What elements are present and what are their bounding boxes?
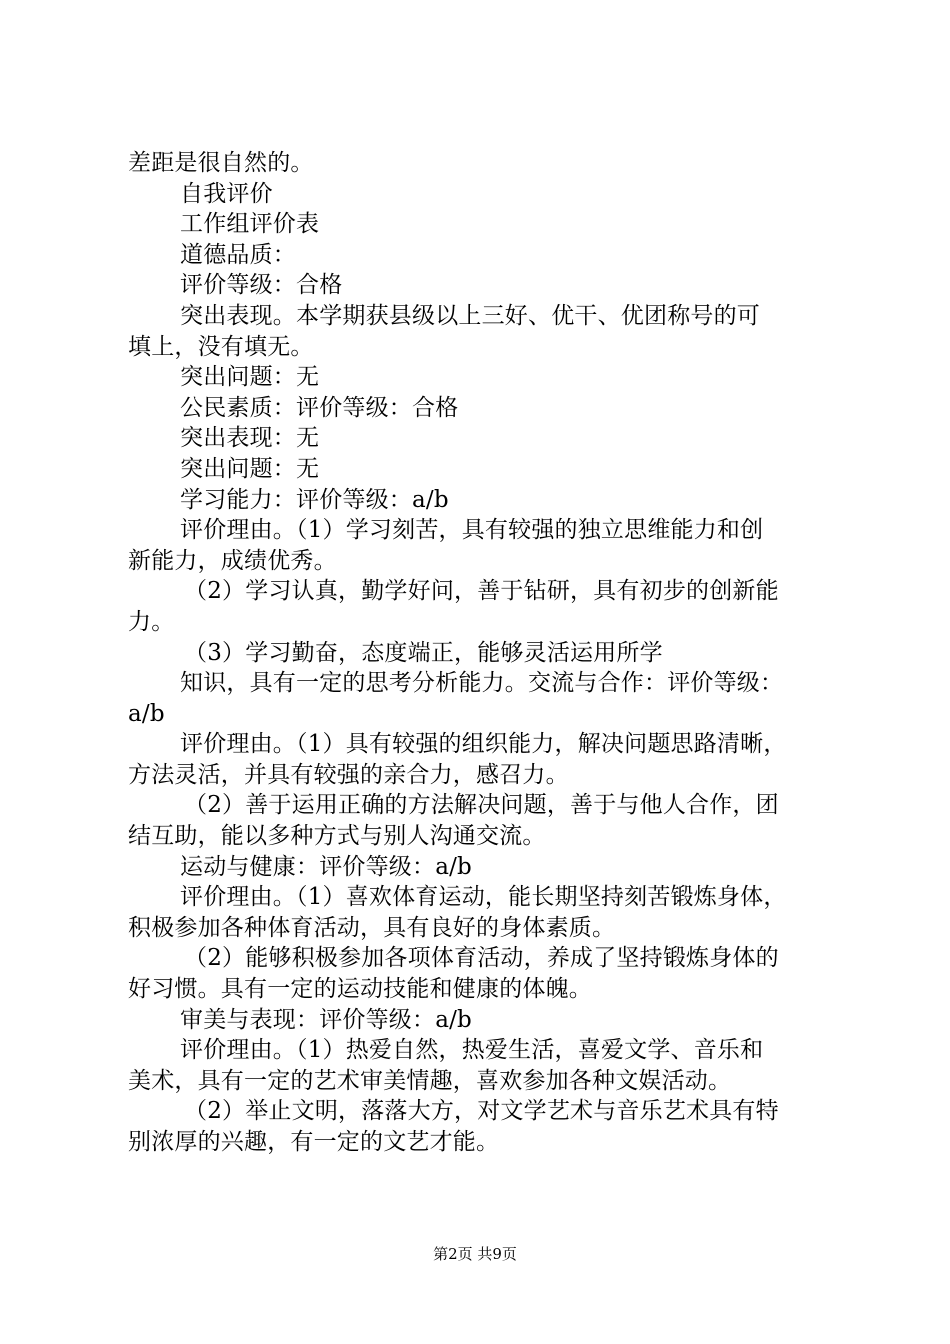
text-line: 审美与表现：评价等级：a/b — [180, 1006, 472, 1033]
text-line: 工作组评价表 — [180, 211, 320, 238]
text-line: （2）能够积极参加各项体育活动，养成了坚持锻炼身体的 — [184, 945, 779, 972]
text-line: 新能力，成绩优秀。 — [128, 547, 337, 574]
text-line: （3）学习勤奋，态度端正，能够灵活运用所学 — [184, 639, 663, 666]
text-line: 学习能力：评价等级：a/b — [180, 486, 449, 513]
text-line: 突出问题：无 — [180, 455, 320, 482]
text-line: 评价理由。（1）学习刻苦，具有较强的独立思维能力和创 — [180, 517, 764, 544]
page-number-footer: 第2页 共9页 — [433, 1245, 517, 1263]
text-line: 力。 — [128, 608, 175, 635]
text-line: 积极参加各种体育活动，具有良好的身体素质。 — [128, 914, 616, 941]
text-line: 突出表现：无 — [180, 425, 320, 452]
text-line: 好习惯。具有一定的运动技能和健康的体魄。 — [128, 976, 592, 1003]
text-line: 突出表现。本学期获县级以上三好、优干、优团称号的可 — [180, 302, 760, 329]
text-line: 道德品质： — [180, 241, 296, 268]
text-line: 公民素质：评价等级：合格 — [180, 394, 459, 421]
text-line: 运动与健康：评价等级：a/b — [180, 853, 472, 880]
text-line: 评价等级：合格 — [180, 272, 343, 299]
text-line: 结互助，能以多种方式与别人沟通交流。 — [128, 823, 546, 850]
text-line: 自我评价 — [180, 180, 273, 207]
text-line: 别浓厚的兴趣，有一定的文艺才能。 — [128, 1129, 500, 1155]
text-line: （2）学习认真，勤学好问，善于钻研，具有初步的创新能 — [184, 578, 779, 605]
text-line: 知识，具有一定的思考分析能力。交流与合作：评价等级： — [180, 670, 784, 697]
text-line: 突出问题：无 — [180, 364, 320, 391]
text-line: 填上，没有填无。 — [128, 333, 314, 360]
text-line: 评价理由。（1）具有较强的组织能力，解决问题思路清晰， — [180, 731, 787, 758]
text-line: 美术，具有一定的艺术审美情趣，喜欢参加各种文娱活动。 — [128, 1067, 732, 1094]
text-line: 差距是很自然的。 — [128, 150, 314, 176]
document-body — [128, 148, 840, 1158]
text-line: （2）举止文明，落落大方，对文学艺术与音乐艺术具有特 — [184, 1098, 779, 1125]
text-line: 方法灵活，并具有较强的亲合力，感召力。 — [128, 761, 569, 788]
text-line: （2）善于运用正确的方法解决问题，善于与他人合作，团 — [184, 792, 779, 819]
text-line: a/b — [128, 700, 165, 727]
text-line: 评价理由。（1）喜欢体育运动，能长期坚持刻苦锻炼身体， — [180, 884, 787, 911]
text-line: 评价理由。（1）热爱自然，热爱生活，喜爱文学、音乐和 — [180, 1037, 764, 1064]
